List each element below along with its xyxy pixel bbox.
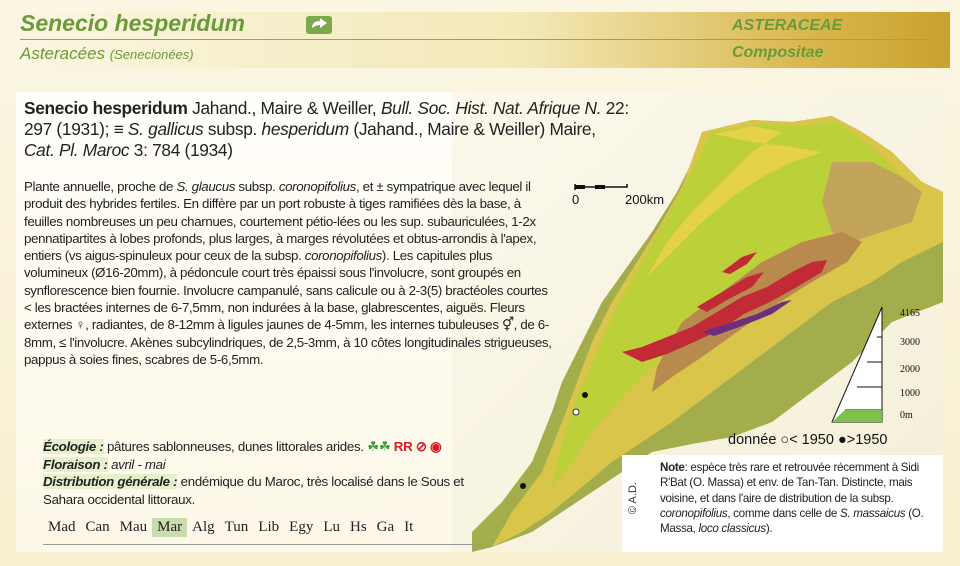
geo-item: Tun <box>224 519 249 535</box>
flowering-line: Floraison : avril - mai <box>43 456 166 472</box>
nomenclature <box>24 98 660 161</box>
return-arrow-icon[interactable] <box>306 16 332 34</box>
description: Plante annuelle, proche de S. glaucus subsp. coronopifolius, et ± sympatrique avec lequel il produit des hybrides fertiles. En diffère par un port robuste à tiges ramifiées dès la base, à feuilles nombreuses un peu charnues, courtement pétio-lées ou les sup. subauriculées, 1-2x pennatipartites à lobes profonds, plus larges, à marges révolutées et obtus-arrondis à l'apex, entiers (vs aigus-spinuleux pour ceux de la subsp. coronopifolius). Les capitules plus volumineux (Ø16-20mm), à pédoncule court très épaissi sous l'involucre, sont groupés en synflorescence bien fournie. Involucre campanulé, sans calicule ou à 2-3(5) bractéoles courtes < les bractées internes de 6-7,5mm, non indurées à la base, glabrescentes, aiguës. Fleurs externes ♀, radiantes, de 8-12mm à ligules jaunes de 4-5mm, les internes tubuleuses ⚥, de 6-8mm, ≤ l'involucre. Akènes subcylindriques, de 2,5-3mm, à 10 côtes longitudinales strigueuses, pappus à soies fines, scabres de 5-6,5mm. <box>24 179 552 367</box>
family-alt-name: Compositae <box>732 44 824 61</box>
altitude-label: 1000 <box>900 388 920 399</box>
accepted-name: Senecio hesperidum <box>24 98 188 118</box>
altitude-label: 4165 <box>900 308 920 319</box>
ecology-line: Écologie : pâtures sablonneuses, dunes littorales arides. ☘☘ RR ⊘ ◉ <box>43 439 442 454</box>
family-name: ASTERACEAE <box>732 17 843 34</box>
open-circle-icon: ○ <box>780 432 790 448</box>
family-subtitle <box>20 44 194 64</box>
data-point-new <box>520 483 526 489</box>
geo-item: Lib <box>258 519 280 535</box>
data-point-new <box>582 392 588 398</box>
altitude-label: 2000 <box>900 364 920 375</box>
geo-item: Egy <box>289 519 314 535</box>
reference-pages: 22: 297 (1931); <box>24 98 629 139</box>
reference-2: Cat. Pl. Maroc <box>24 140 130 160</box>
legend-label: donnée <box>728 432 777 448</box>
clover-icon: ☘☘ <box>367 439 391 454</box>
synonym-rank: subsp. <box>207 119 258 139</box>
geo-item: Ga <box>376 519 395 535</box>
copyright: © A.D. <box>627 482 639 514</box>
geo-item: Mau <box>119 519 148 535</box>
geo-item: Lu <box>323 519 340 535</box>
species-title: Senecio hesperidum <box>20 10 245 36</box>
eye-icon: ◉ <box>430 439 442 454</box>
synonym-authors: (Jahand., Maire & Weiller) Maire, <box>353 119 596 139</box>
ecology-block <box>43 438 483 508</box>
legend-new: >1950 <box>846 432 888 448</box>
legend-old: < 1950 <box>789 432 834 448</box>
synonym-symbol: ≡ <box>113 119 124 139</box>
note-text: Note: espèce très rare et retrouvée récemment à Sidi R'Bat (O. Massa) et env. de Tan-Tan. Distincte, mais voisine, et dans l'aire de distribution de la subsp. coronopifolius, comme dans celle de S. massaicus (O. Massa, loco classicus). <box>660 461 924 536</box>
authors: Jahand., Maire & Weiller, <box>192 98 377 118</box>
scale-label-0: 0 <box>572 192 580 207</box>
synonym: S. gallicus <box>127 119 204 139</box>
geo-bar <box>43 518 418 537</box>
data-point-old <box>573 409 579 415</box>
geo-item: Hs <box>350 519 367 535</box>
distribution-line: Distribution générale : endémique du Maroc, très localisé dans le Sous et Sahara occidental littoraux. <box>43 474 464 507</box>
geo-underline <box>43 544 473 545</box>
filled-circle-icon: ● <box>837 432 847 448</box>
scale-label-200: 200km <box>625 192 665 207</box>
page-header <box>0 0 960 72</box>
altitude-label: 0m <box>900 410 913 421</box>
reference-2-pages: 3: 784 (1934) <box>133 140 233 160</box>
rarity-badge: RR <box>393 439 413 454</box>
protected-icon: ⊘ <box>415 439 427 454</box>
geo-item: Alg <box>192 519 215 535</box>
altitude-label: 3000 <box>900 337 920 348</box>
geo-item: It <box>404 519 414 535</box>
geo-item: Mad <box>48 519 76 535</box>
geo-item: Can <box>85 519 110 535</box>
tribe: (Senecionées) <box>109 47 194 62</box>
family-fr: Asteracées <box>20 44 106 63</box>
synonym-epithet: hesperidum <box>261 119 349 139</box>
map-legend <box>728 432 887 448</box>
header-divider <box>20 39 930 40</box>
reference: Bull. Soc. Hist. Nat. Afrique N. <box>380 98 602 118</box>
geo-item-active: Mar <box>152 518 187 537</box>
